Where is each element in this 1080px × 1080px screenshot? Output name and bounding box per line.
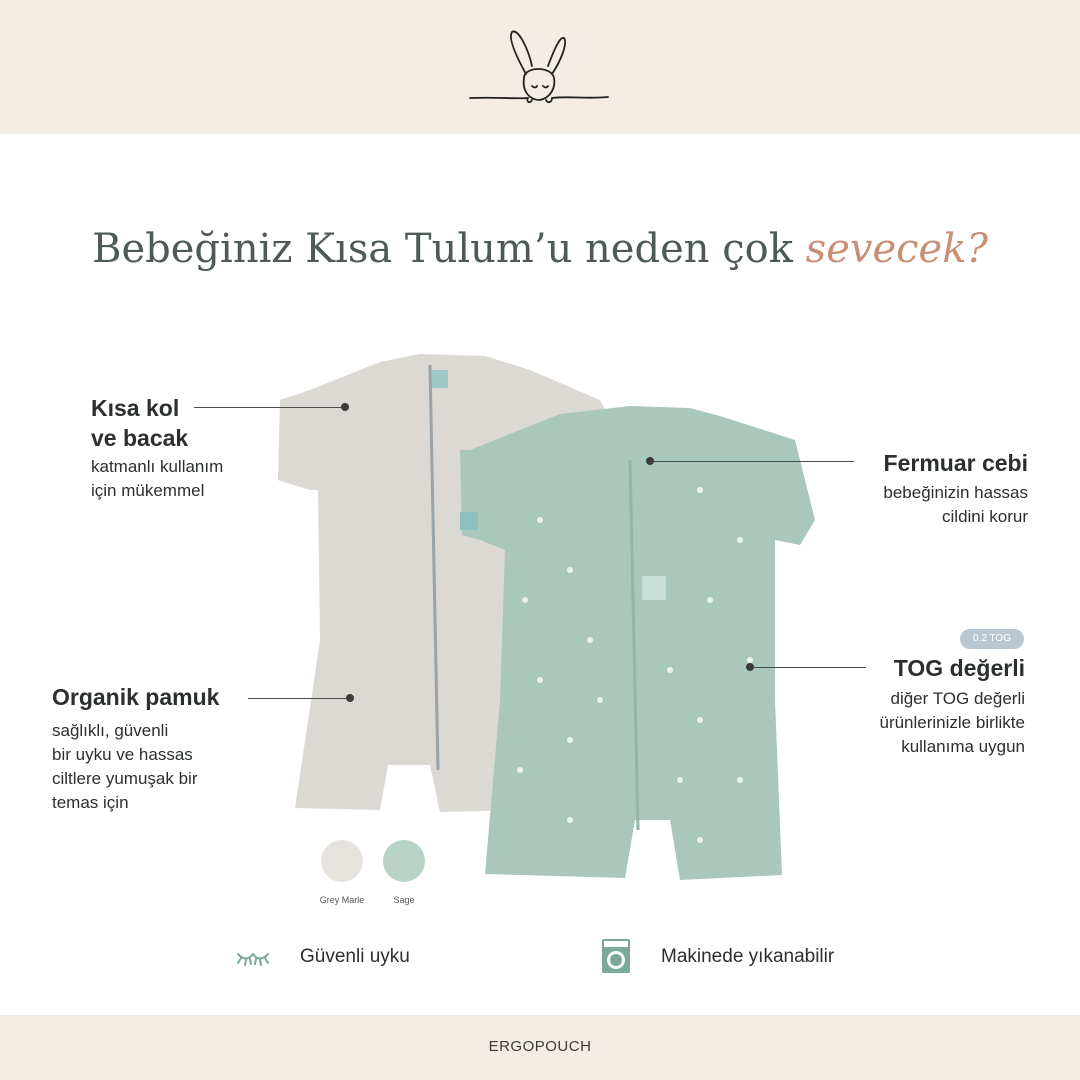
organic-leader-line xyxy=(248,698,350,699)
swatch-sage-label: Sage xyxy=(393,895,415,905)
sleeve-leader-line xyxy=(194,407,344,408)
footer-brand: ERGOPOUCH xyxy=(488,1038,592,1055)
swatch-grey-marle[interactable] xyxy=(321,840,363,882)
feature-organic-desc-1: sağlıklı, güvenli xyxy=(52,721,169,740)
romper-illustration xyxy=(270,340,830,900)
feature-sleeve-title-1: Kısa kol xyxy=(91,395,180,421)
feature-zipper-desc-1: bebeğinizin hassas xyxy=(883,483,1028,502)
sleeve-leader-dot xyxy=(341,403,349,411)
feature-tog-desc-3: kullanıma uygun xyxy=(901,737,1025,756)
washing-machine-icon xyxy=(601,938,631,974)
organic-leader-dot xyxy=(346,694,354,702)
tog-leader-line xyxy=(750,667,866,668)
feature-sleeve-desc-2: için mükemmel xyxy=(91,481,205,500)
tog-leader-dot xyxy=(746,663,754,671)
feature-zipper-title: Fermuar cebi xyxy=(883,450,1028,476)
headline-accent: sevecek? xyxy=(805,226,988,272)
feature-tog-desc-2: ürünlerinizle birlikte xyxy=(879,713,1025,732)
feature-tog-desc-1: diğer TOG değerli xyxy=(890,689,1025,708)
headline-main: Bebeğiniz Kısa Tulum’u neden çok xyxy=(92,226,806,272)
zipper-leader-line xyxy=(650,461,854,462)
tog-badge: 0.2 TOG xyxy=(960,629,1024,649)
swatch-grey-marle-label: Grey Marle xyxy=(319,895,365,905)
sleeping-eyes-icon xyxy=(235,946,271,970)
feature-tog-title: TOG değerli xyxy=(893,655,1025,681)
page-title xyxy=(0,226,1080,272)
feature-organic-desc-2: bir uyku ve hassas xyxy=(52,745,193,764)
bottom-feature-safe-sleep: Güvenli uyku xyxy=(300,946,410,967)
feature-organic-desc-3: ciltlere yumuşak bir xyxy=(52,769,198,788)
zipper-leader-dot xyxy=(646,457,654,465)
feature-organic-desc-4: temas için xyxy=(52,793,129,812)
swatch-sage[interactable] xyxy=(383,840,425,882)
bottom-feature-machine-washable: Makinede yıkanabilir xyxy=(661,946,835,967)
feature-sleeve-desc-1: katmanlı kullanım xyxy=(91,457,224,476)
feature-organic-title: Organik pamuk xyxy=(52,684,220,710)
bunny-logo-icon xyxy=(468,26,610,110)
sage-romper xyxy=(460,406,815,880)
feature-sleeve-title-2: ve bacak xyxy=(91,425,189,451)
feature-zipper-desc-2: cildini korur xyxy=(942,507,1028,526)
